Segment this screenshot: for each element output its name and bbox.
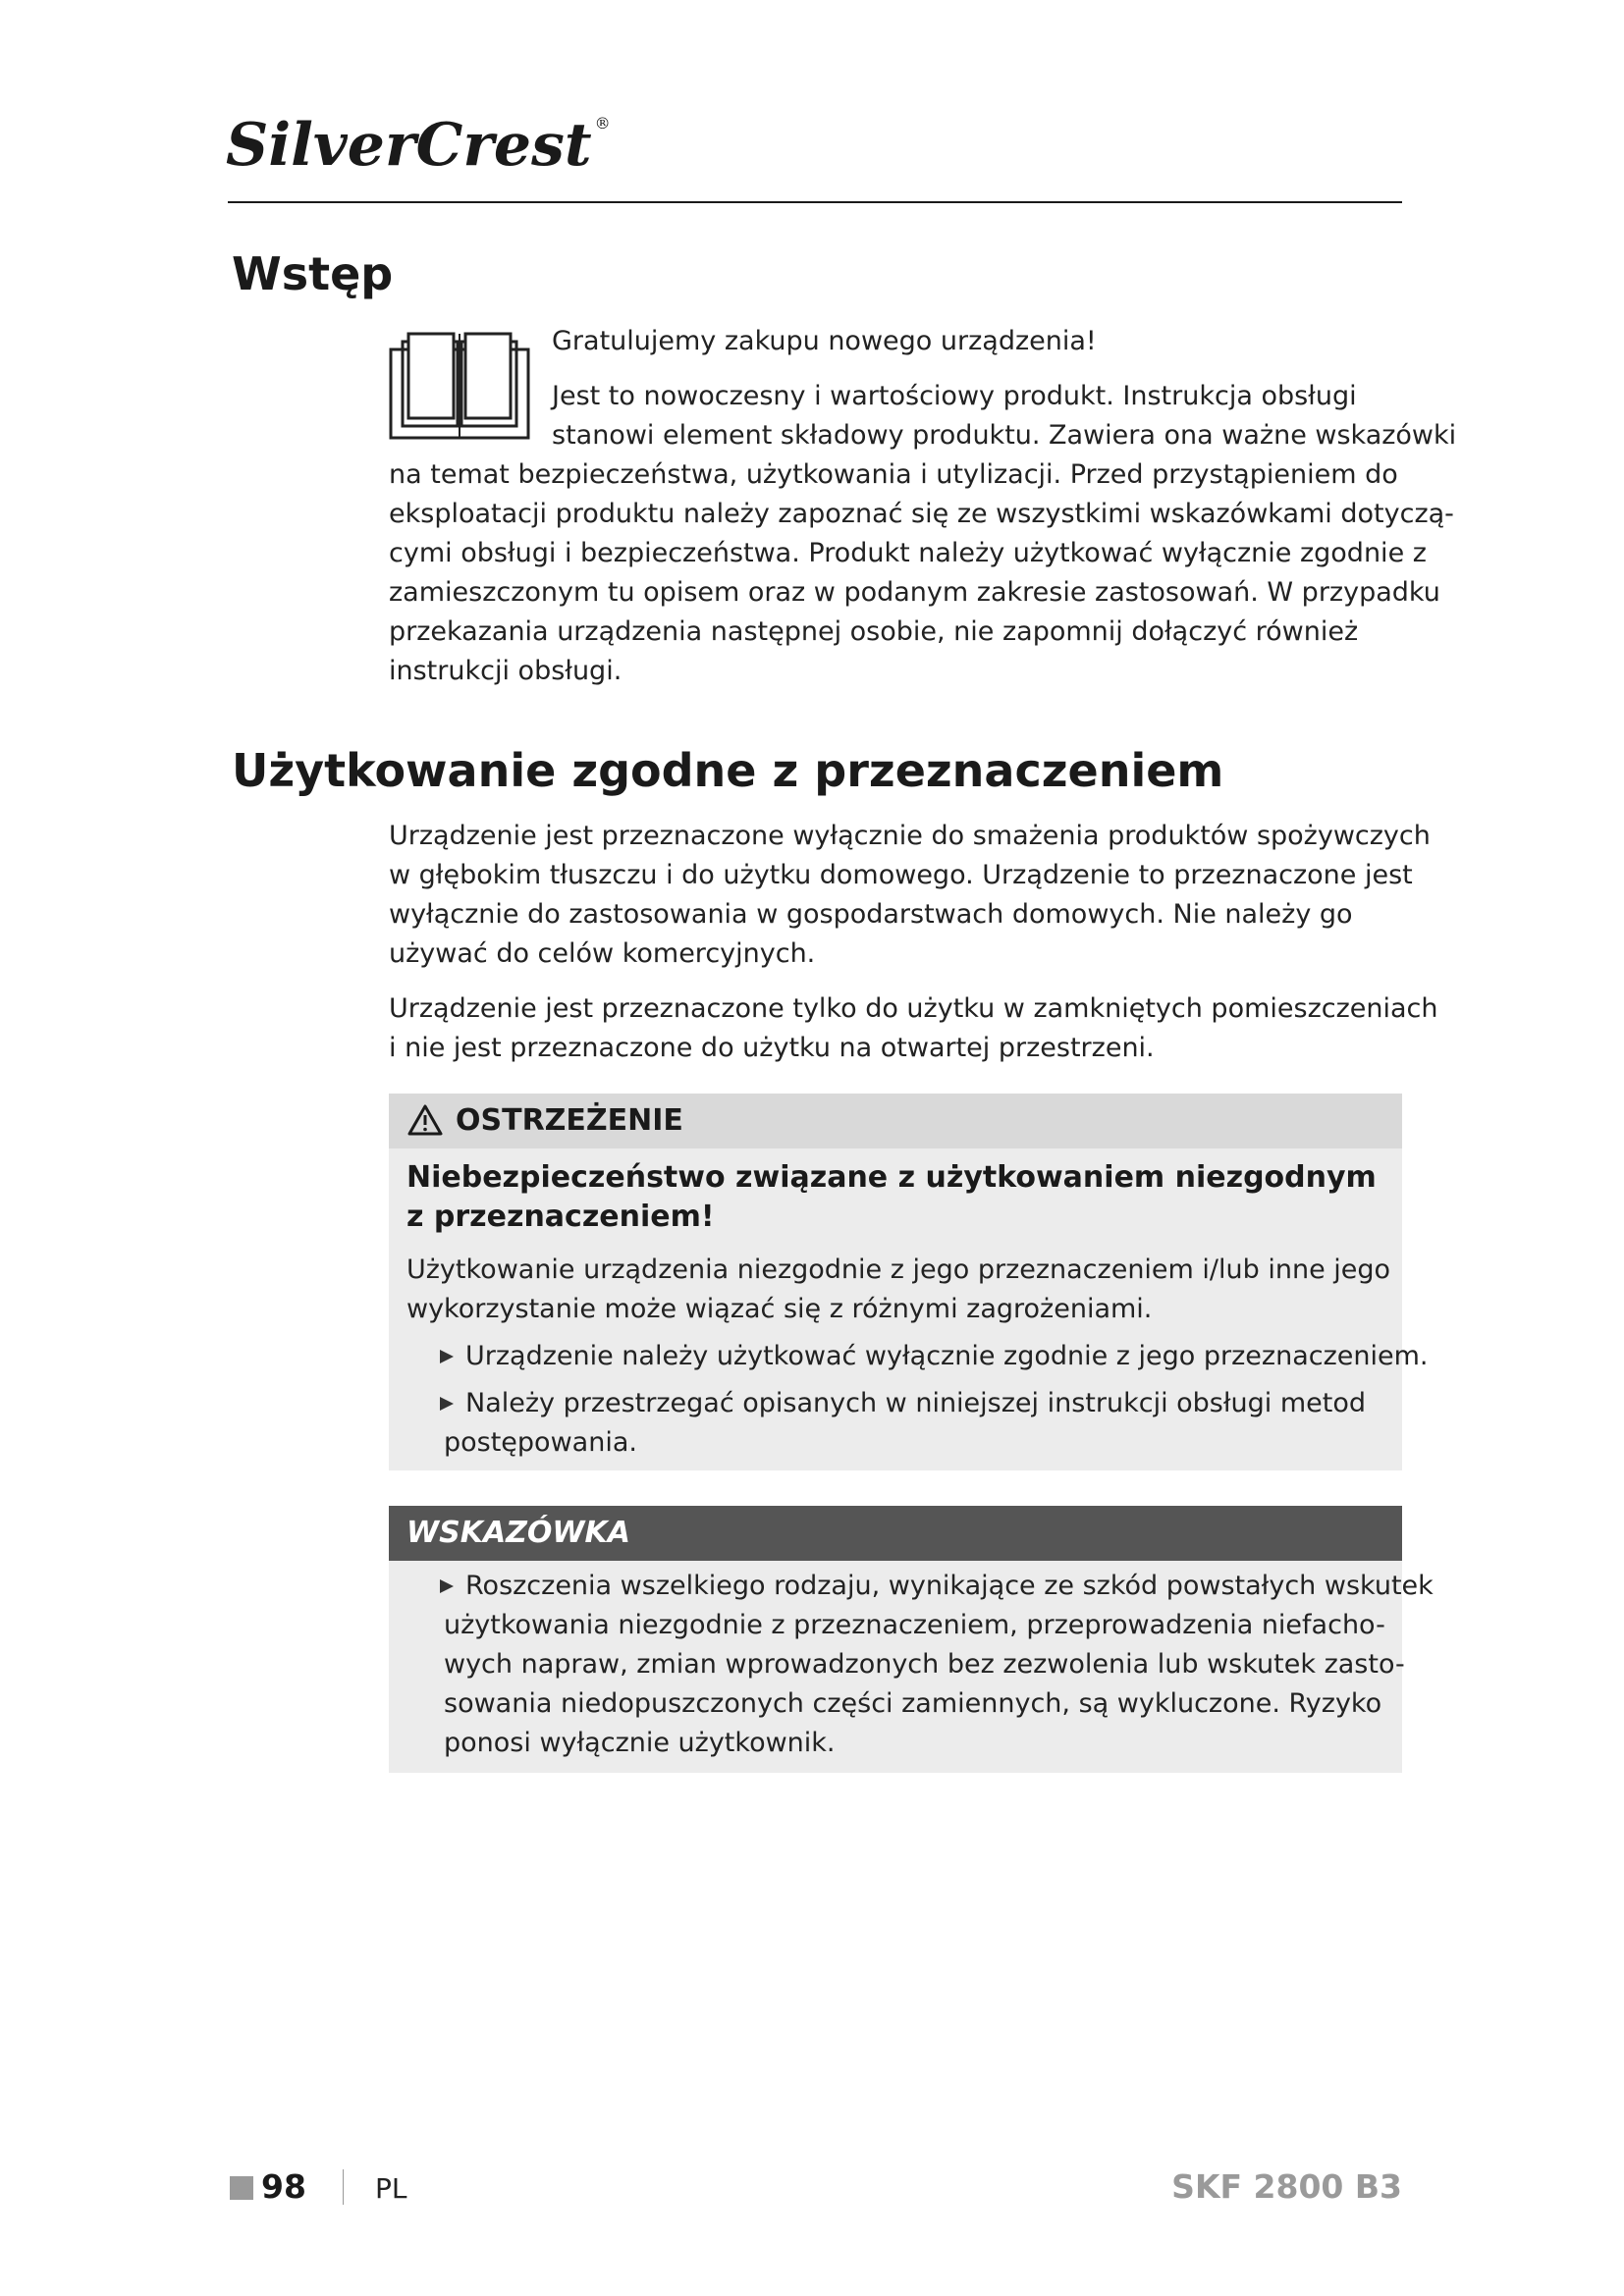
text-line: przekazania urządzenia następnej osobie, nie zapomnij dołączyć również <box>389 616 1359 647</box>
bullet-arrow-icon <box>440 1579 454 1593</box>
text-line: ponosi wyłącznie użytkownik. <box>444 1728 836 1758</box>
warning-text: Użytkowanie urządzenia niezgodnie z jego przeznaczeniem i/lub inne jego <box>406 1255 1391 1285</box>
page-number: 98 <box>261 2167 306 2206</box>
text-line: Urządzenie jest przeznaczone wyłącznie do smażenia produktów spożywczych <box>389 821 1431 851</box>
intro-heading: Wstęp <box>232 247 394 300</box>
warning-subtitle: z przeznaczeniem! <box>406 1200 715 1234</box>
header-rule <box>228 201 1402 203</box>
footer-divider <box>343 2169 344 2205</box>
text-line: w głębokim tłuszczu i do użytku domowego. Urządzenie to przeznaczone jest <box>389 860 1413 890</box>
text-line: i nie jest przeznaczone do użytku na otwartej przestrzeni. <box>389 1033 1155 1063</box>
text-line: cymi obsługi i bezpieczeństwa. Produkt należy użytkować wyłącznie zgodnie z <box>389 538 1427 568</box>
warning-text: wykorzystanie może wiązać się z różnymi zagrożeniami. <box>406 1294 1153 1324</box>
language-code: PL <box>375 2172 407 2205</box>
text-line: Gratulujemy zakupu nowego urządzenia! <box>552 326 1097 356</box>
footer-marker <box>230 2176 253 2200</box>
text-line: Jest to nowoczesny i wartościowy produkt. Instrukcja obsługi <box>552 381 1357 411</box>
warning-bullet-2: Należy przestrzegać opisanych w niniejszej instrukcji obsługi metod <box>465 1388 1367 1418</box>
text-line: stanowi element składowy produktu. Zawiera ona ważne wskazówki <box>552 420 1457 451</box>
text-line: zamieszczonym tu opisem oraz w podanym zakresie zastosowań. W przypadku <box>389 577 1440 608</box>
intended-use-heading: Użytkowanie zgodne z przeznaczeniem <box>232 744 1224 797</box>
warning-triangle-icon <box>406 1103 444 1137</box>
text-line: instrukcji obsługi. <box>389 656 623 686</box>
note-title: WSKAZÓWKA <box>406 1516 630 1550</box>
text-line: eksploatacji produktu należy zapoznać się ze wszystkimi wskazówkami dotyczą- <box>389 499 1454 529</box>
text-line: używać do celów komercyjnych. <box>389 938 816 969</box>
warning-bullet-2: postępowania. <box>444 1427 637 1458</box>
brand-logo: SilverCrest ® <box>226 111 611 180</box>
warning-title: OSTRZEŻENIE <box>456 1103 683 1138</box>
text-line: Urządzenie jest przeznaczone tylko do użytku w zamkniętych pomieszczeniach <box>389 993 1438 1024</box>
text-line: Roszczenia wszelkiego rodzaju, wynikające ze szkód powstałych wskutek <box>465 1571 1434 1601</box>
warning-subtitle: Niebezpieczeństwo związane z użytkowaniem niezgodnym <box>406 1160 1377 1195</box>
text-line: wyłącznie do zastosowania w gospodarstwach domowych. Nie należy go <box>389 899 1353 930</box>
warning-bullet-1: Urządzenie należy użytkować wyłącznie zgodnie z jego przeznaczeniem. <box>465 1341 1429 1371</box>
open-book-icon <box>389 328 530 444</box>
text-line: sowania niedopuszczonych części zamiennych, są wykluczone. Ryzyko <box>444 1688 1382 1719</box>
bullet-arrow-icon <box>440 1350 454 1363</box>
text-line: wych napraw, zmian wprowadzonych bez zezwolenia lub wskutek zasto- <box>444 1649 1405 1680</box>
bullet-arrow-icon <box>440 1397 454 1411</box>
model-number: SKF 2800 B3 <box>1171 2167 1402 2206</box>
text-line: na temat bezpieczeństwa, użytkowania i utylizacji. Przed przystąpieniem do <box>389 459 1398 490</box>
text-line: użytkowania niezgodnie z przeznaczeniem, przeprowadzenia niefacho- <box>444 1610 1385 1640</box>
